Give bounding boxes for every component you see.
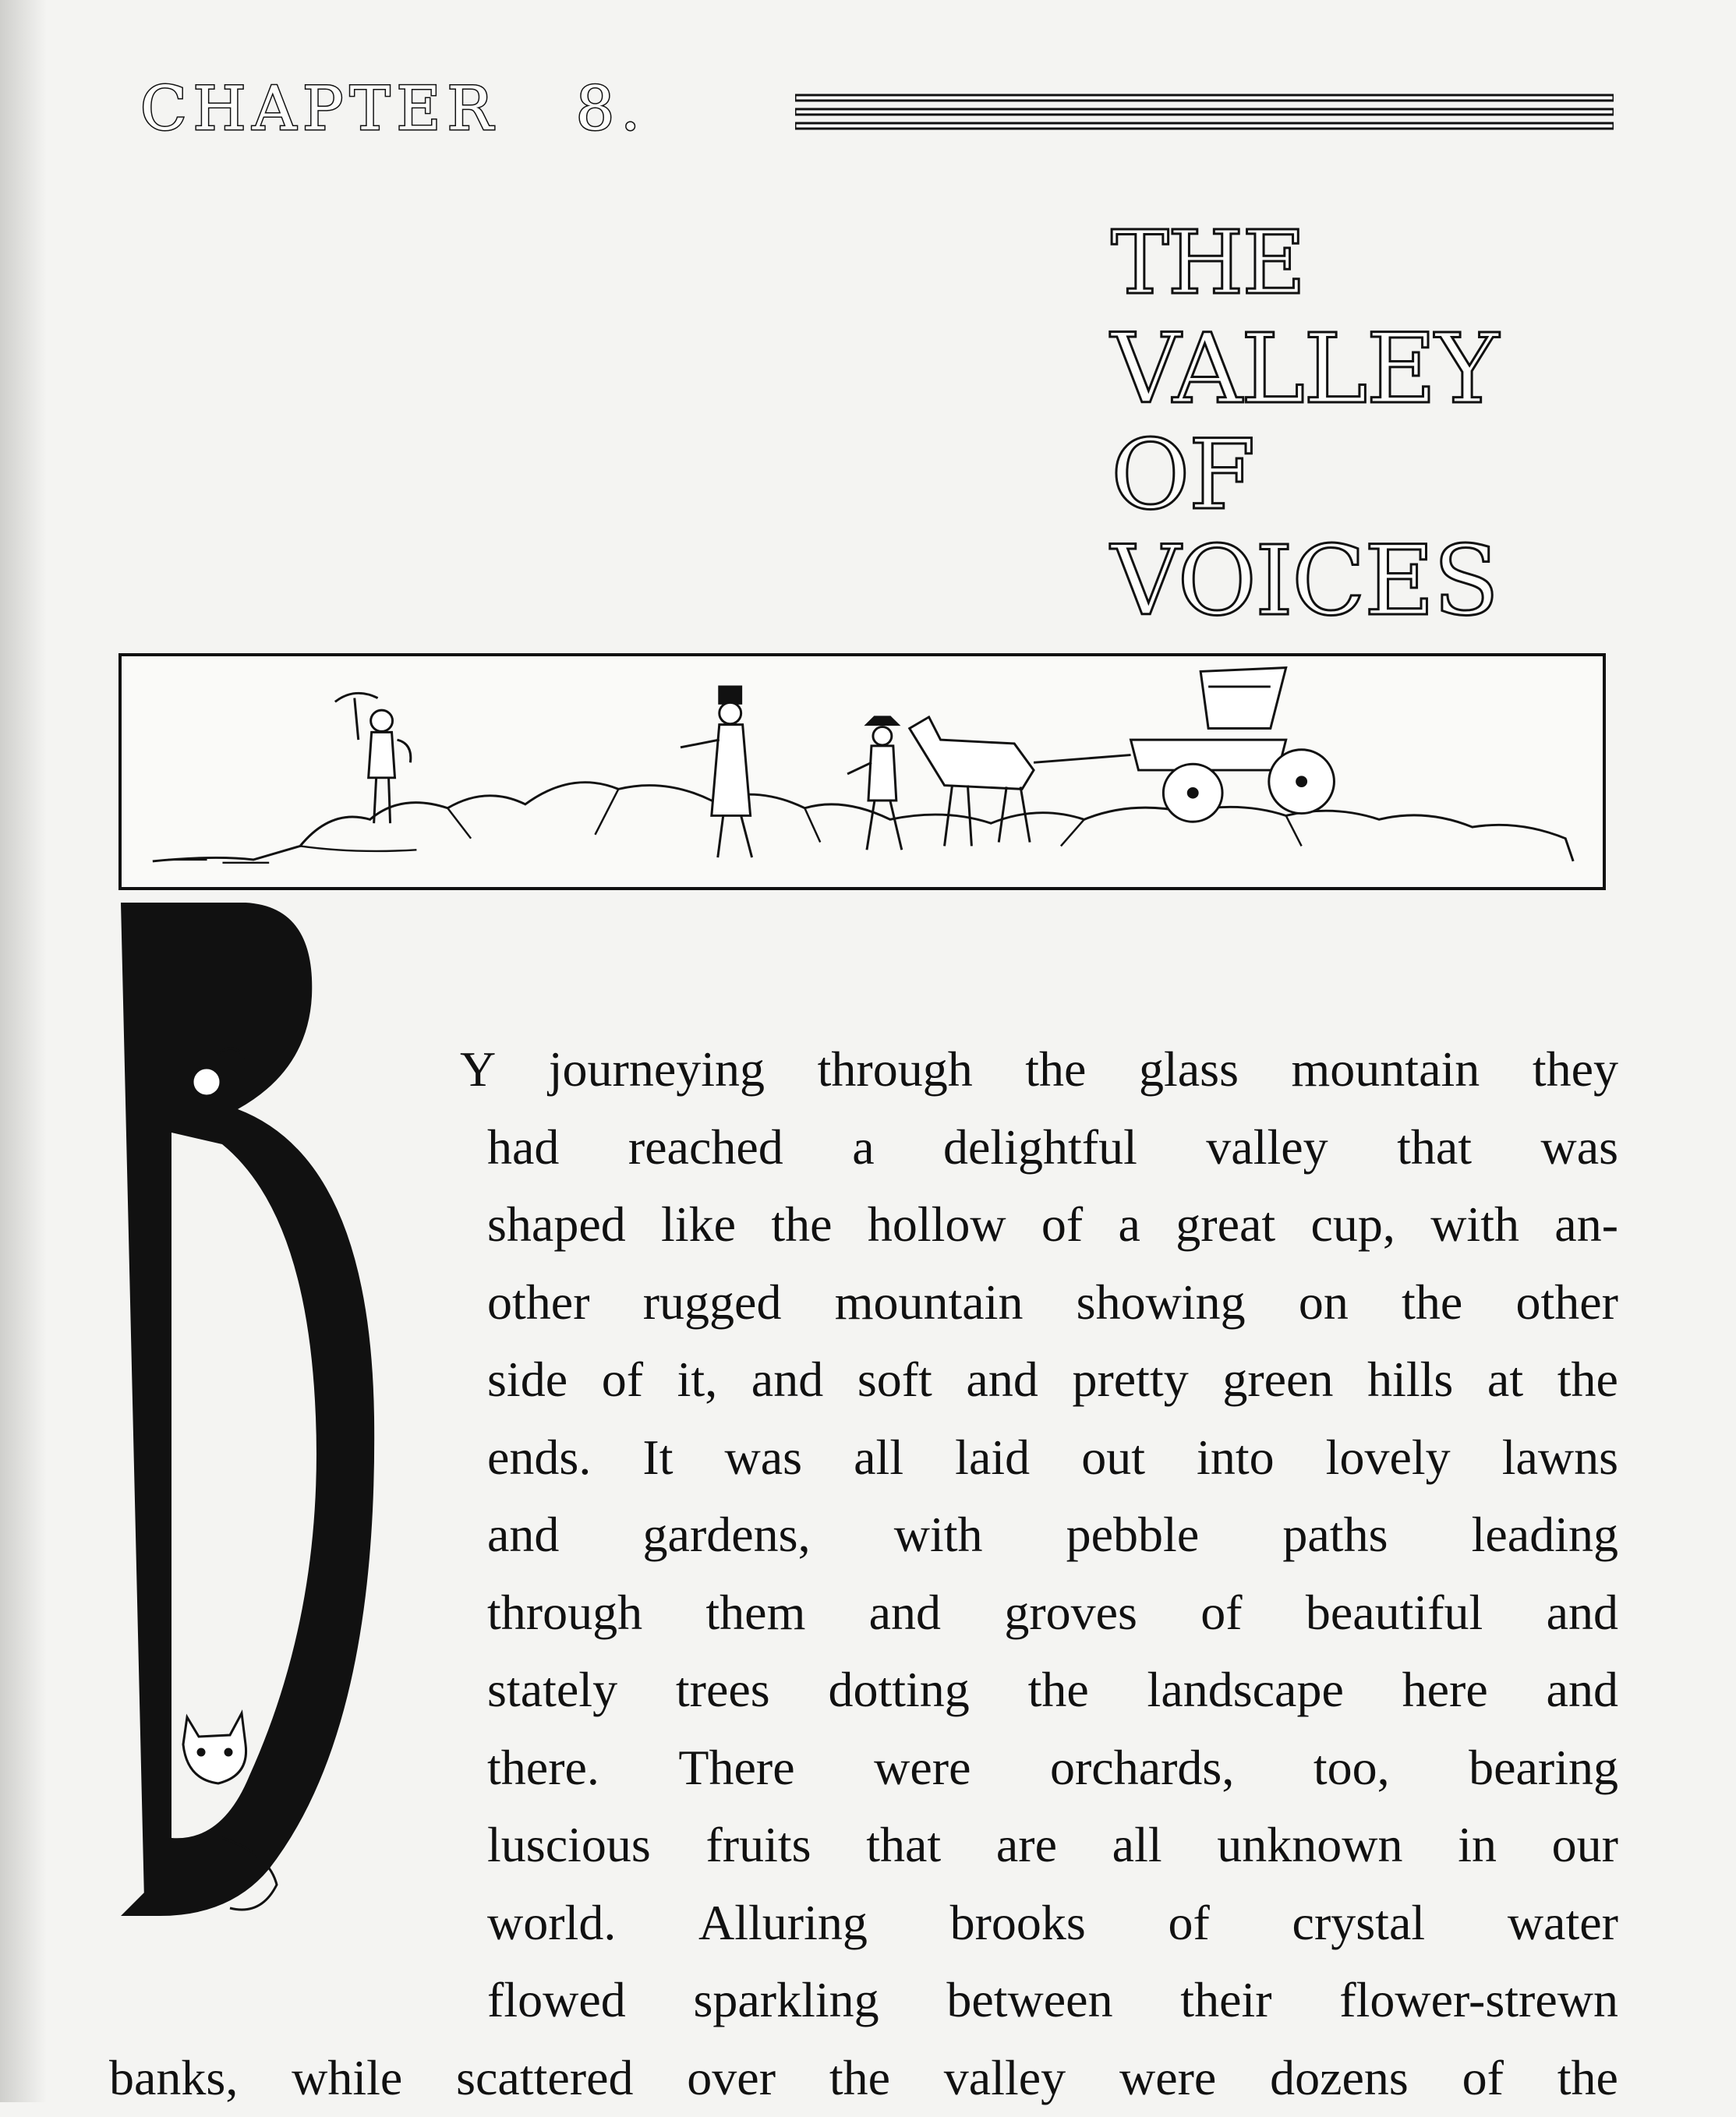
page-spine-shadow bbox=[0, 0, 47, 2102]
word: were bbox=[1119, 2050, 1217, 2105]
word: and bbox=[868, 1584, 942, 1640]
word: unknown bbox=[1217, 1817, 1403, 1872]
chapter-rule bbox=[795, 92, 1614, 139]
word: and bbox=[966, 1352, 1038, 1407]
word: an- bbox=[1554, 1196, 1618, 1252]
word: over bbox=[687, 2050, 776, 2105]
word: into bbox=[1197, 1429, 1275, 1485]
tall-man-figure bbox=[681, 687, 752, 857]
word: luscious bbox=[487, 1817, 651, 1872]
buggy-figure bbox=[1034, 668, 1334, 822]
word: pretty bbox=[1072, 1352, 1189, 1407]
word: all bbox=[854, 1429, 904, 1485]
word: mountain bbox=[1291, 1041, 1480, 1097]
text-line bbox=[487, 1186, 1618, 1263]
text-line bbox=[487, 1263, 1618, 1341]
word: Alluring bbox=[698, 1894, 868, 1950]
word: hollow bbox=[867, 1196, 1006, 1252]
word: Y bbox=[460, 1041, 497, 1097]
word: out bbox=[1081, 1429, 1145, 1485]
word: like bbox=[661, 1196, 736, 1252]
walking-man-figure bbox=[847, 717, 902, 850]
word: a bbox=[1118, 1196, 1140, 1252]
title-line-2: VALLEY bbox=[1111, 313, 1497, 426]
word: dozens bbox=[1270, 2050, 1409, 2105]
word: there. bbox=[487, 1739, 599, 1795]
word: ends. bbox=[487, 1429, 592, 1485]
horse-figure bbox=[910, 717, 1034, 846]
text-line bbox=[487, 1729, 1618, 1807]
word: journeying bbox=[548, 1041, 765, 1097]
word: and bbox=[1546, 1662, 1618, 1717]
word: the bbox=[1027, 1662, 1089, 1717]
word: of bbox=[1168, 1894, 1210, 1950]
word: gardens, bbox=[642, 1507, 811, 1562]
word: were bbox=[874, 1739, 971, 1795]
travellers-with-horse-and-buggy-illustration bbox=[118, 653, 1606, 890]
word: was bbox=[1540, 1119, 1618, 1175]
word: reached bbox=[628, 1119, 783, 1175]
word: that bbox=[1397, 1119, 1473, 1175]
word: scattered bbox=[456, 2050, 634, 2105]
word: world. bbox=[487, 1894, 617, 1950]
drop-cap-letter bbox=[113, 903, 394, 1924]
body-paragraph bbox=[460, 1030, 1618, 2039]
title-line-1: THE bbox=[1111, 213, 1305, 314]
word: flowed bbox=[487, 1972, 626, 2027]
text-line bbox=[487, 1884, 1618, 1962]
word: they bbox=[1532, 1041, 1618, 1097]
word: pebble bbox=[1066, 1507, 1200, 1562]
word: glass bbox=[1138, 1041, 1239, 1097]
word: other bbox=[487, 1274, 590, 1330]
word: delightful bbox=[943, 1119, 1137, 1175]
word: them bbox=[705, 1584, 806, 1640]
word: with bbox=[893, 1507, 983, 1562]
word: showing bbox=[1076, 1274, 1246, 1330]
word: lawns bbox=[1501, 1429, 1618, 1485]
word: a bbox=[852, 1119, 875, 1175]
word: too, bbox=[1313, 1739, 1390, 1795]
word: orchards, bbox=[1049, 1739, 1235, 1795]
word: paths bbox=[1282, 1507, 1388, 1562]
text-line bbox=[487, 1496, 1618, 1574]
word: fruits bbox=[705, 1817, 811, 1872]
word: the bbox=[1557, 2050, 1618, 2105]
word: through bbox=[487, 1584, 643, 1640]
word: it, bbox=[677, 1352, 718, 1407]
word: through bbox=[817, 1041, 973, 1097]
word: the bbox=[1402, 1274, 1463, 1330]
word: valley bbox=[1206, 1119, 1328, 1175]
word: beautiful bbox=[1305, 1584, 1483, 1640]
word: green bbox=[1222, 1352, 1334, 1407]
word: and bbox=[751, 1352, 824, 1407]
word: cup, bbox=[1310, 1196, 1395, 1252]
word: mountain bbox=[834, 1274, 1024, 1330]
word: of bbox=[601, 1352, 644, 1407]
word: in bbox=[1458, 1817, 1497, 1872]
chapter-title bbox=[1111, 210, 1498, 638]
word: hills bbox=[1367, 1352, 1454, 1407]
text-line bbox=[487, 1341, 1618, 1419]
word: with bbox=[1430, 1196, 1519, 1252]
word: trees bbox=[675, 1662, 770, 1717]
title-line-3: OF bbox=[1111, 419, 1254, 532]
word: crystal bbox=[1292, 1894, 1426, 1950]
text-line bbox=[487, 1961, 1618, 2039]
word: side bbox=[487, 1352, 568, 1407]
text-line bbox=[487, 1806, 1618, 1884]
word: laid bbox=[955, 1429, 1031, 1485]
word: great bbox=[1176, 1196, 1276, 1252]
word: lovely bbox=[1325, 1429, 1451, 1485]
word: while bbox=[292, 2050, 403, 2105]
word: of bbox=[1041, 1196, 1084, 1252]
word: our bbox=[1551, 1817, 1618, 1872]
text-line-full-width bbox=[109, 2039, 1618, 2117]
text-line bbox=[487, 1651, 1618, 1729]
text-line bbox=[460, 1030, 1618, 1108]
word: their bbox=[1180, 1972, 1272, 2027]
word: rugged bbox=[642, 1274, 782, 1330]
word: on bbox=[1298, 1274, 1349, 1330]
word: and bbox=[487, 1507, 560, 1562]
word: all bbox=[1112, 1817, 1162, 1872]
word: stately bbox=[487, 1662, 618, 1717]
word: brooks bbox=[949, 1894, 1086, 1950]
word: landscape bbox=[1147, 1662, 1344, 1717]
word: other bbox=[1515, 1274, 1618, 1330]
word: was bbox=[724, 1429, 803, 1485]
word: soft bbox=[857, 1352, 932, 1407]
text-line bbox=[487, 1419, 1618, 1497]
word: leading bbox=[1471, 1507, 1618, 1562]
word: are bbox=[995, 1817, 1057, 1872]
word: the bbox=[771, 1196, 833, 1252]
word: It bbox=[642, 1429, 674, 1485]
word: bearing bbox=[1469, 1739, 1618, 1795]
word: of bbox=[1200, 1584, 1243, 1640]
word: the bbox=[1025, 1041, 1087, 1097]
word: between bbox=[946, 1972, 1113, 2027]
text-line bbox=[487, 1574, 1618, 1652]
text-line bbox=[487, 1108, 1618, 1186]
word: at bbox=[1487, 1352, 1524, 1407]
title-line-4: VOICES bbox=[1111, 525, 1498, 638]
word: groves bbox=[1004, 1584, 1137, 1640]
chapter-number: 8. bbox=[575, 74, 647, 144]
word: and bbox=[1546, 1584, 1618, 1640]
chapter-label: CHAPTER bbox=[140, 74, 500, 144]
word: the bbox=[829, 2050, 890, 2105]
word: had bbox=[487, 1119, 560, 1175]
word: shaped bbox=[487, 1196, 626, 1252]
word: of bbox=[1462, 2050, 1504, 2105]
word: flower-strewn bbox=[1339, 1972, 1618, 2027]
word: water bbox=[1507, 1894, 1618, 1950]
word: that bbox=[866, 1817, 942, 1872]
word: the bbox=[1557, 1352, 1618, 1407]
word: There bbox=[678, 1739, 795, 1795]
word: sparkling bbox=[693, 1972, 879, 2027]
chapter-heading bbox=[140, 74, 646, 144]
word: banks, bbox=[109, 2050, 239, 2105]
word: dotting bbox=[828, 1662, 970, 1717]
word: here bbox=[1402, 1662, 1488, 1717]
word: valley bbox=[943, 2050, 1066, 2105]
